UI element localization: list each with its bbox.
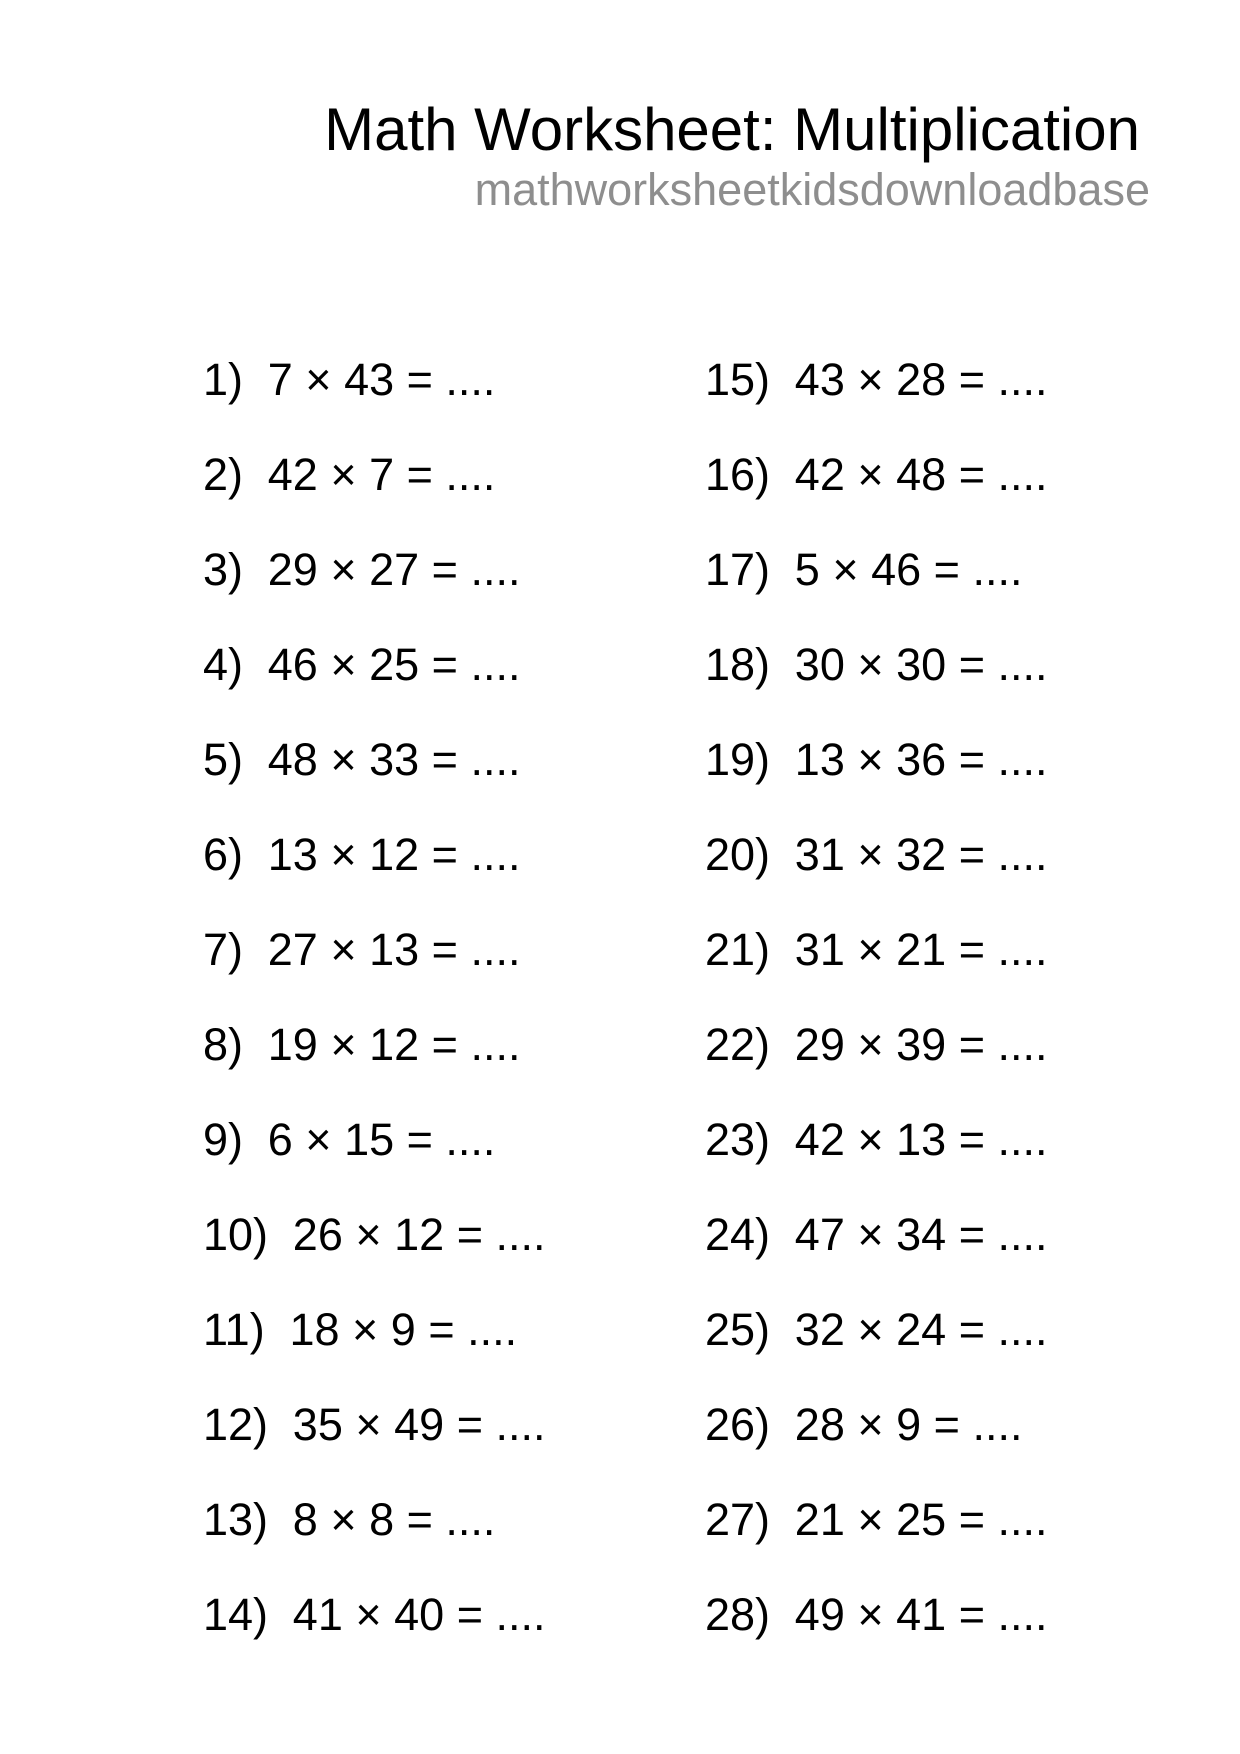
- problem-expression: 13 × 12 = ....: [267, 829, 521, 880]
- problem-number: 1): [203, 354, 244, 405]
- problem-number: 5): [203, 734, 244, 785]
- problem-row: [705, 522, 1047, 617]
- problem-expression: 49 × 41 = ....: [794, 1589, 1048, 1640]
- problem-row: [203, 1187, 545, 1282]
- problem-expression: 48 × 33 = ....: [267, 734, 521, 785]
- problem-expression: 18 × 9 = ....: [289, 1304, 518, 1355]
- problem-row: [203, 902, 545, 997]
- problem-row: [203, 1472, 545, 1567]
- problem-number: 19): [705, 734, 771, 785]
- problem-number: 20): [705, 829, 771, 880]
- problem-expression: 32 × 24 = ....: [794, 1304, 1048, 1355]
- problem-number: 14): [203, 1589, 269, 1640]
- problem-number: 10): [203, 1209, 269, 1260]
- problem-row: [705, 1377, 1047, 1472]
- problem-number: 6): [203, 829, 244, 880]
- problem-expression: 29 × 39 = ....: [794, 1019, 1048, 1070]
- problem-row: [203, 617, 545, 712]
- problem-expression: 28 × 9 = ....: [794, 1399, 1023, 1450]
- problem-row: [705, 1282, 1047, 1377]
- problem-expression: 5 × 46 = ....: [794, 544, 1023, 595]
- problem-expression: 7 × 43 = ....: [267, 354, 496, 405]
- problem-row: [705, 1472, 1047, 1567]
- problem-expression: 8 × 8 = ....: [292, 1494, 496, 1545]
- site-watermark: mathworksheetkidsdownloadbase: [474, 164, 1150, 215]
- problem-number: 24): [705, 1209, 771, 1260]
- problem-expression: 19 × 12 = ....: [267, 1019, 521, 1070]
- problem-number: 17): [705, 544, 771, 595]
- problem-number: 27): [705, 1494, 771, 1545]
- problem-expression: 13 × 36 = ....: [794, 734, 1048, 785]
- problem-number: 23): [705, 1114, 771, 1165]
- problem-row: [705, 902, 1047, 997]
- problem-row: [705, 617, 1047, 712]
- problem-row: [203, 1282, 545, 1377]
- problem-expression: 43 × 28 = ....: [794, 354, 1048, 405]
- problem-row: [203, 807, 545, 902]
- problem-row: [203, 712, 545, 807]
- page-title: Math Worksheet: Multiplication: [324, 96, 1140, 163]
- problem-number: 8): [203, 1019, 244, 1070]
- problem-expression: 31 × 32 = ....: [794, 829, 1048, 880]
- problem-number: 4): [203, 639, 244, 690]
- problem-number: 22): [705, 1019, 771, 1070]
- problem-number: 13): [203, 1494, 269, 1545]
- problem-expression: 42 × 7 = ....: [267, 449, 496, 500]
- problem-row: [203, 1567, 545, 1662]
- problem-row: [705, 1092, 1047, 1187]
- problem-number: 2): [203, 449, 244, 500]
- problems-column-left: [203, 332, 545, 1662]
- problem-expression: 42 × 13 = ....: [794, 1114, 1048, 1165]
- problem-expression: 35 × 49 = ....: [292, 1399, 546, 1450]
- problem-number: 25): [705, 1304, 771, 1355]
- problem-row: [705, 807, 1047, 902]
- problem-row: [705, 712, 1047, 807]
- problem-expression: 6 × 15 = ....: [267, 1114, 496, 1165]
- problem-number: 12): [203, 1399, 269, 1450]
- problem-number: 26): [705, 1399, 771, 1450]
- problem-row: [705, 332, 1047, 427]
- problem-number: 7): [203, 924, 244, 975]
- problem-row: [705, 997, 1047, 1092]
- problem-row: [705, 1567, 1047, 1662]
- problem-expression: 29 × 27 = ....: [267, 544, 521, 595]
- problem-number: 15): [705, 354, 771, 405]
- problem-row: [203, 332, 545, 427]
- problem-row: [203, 1092, 545, 1187]
- problem-expression: 30 × 30 = ....: [794, 639, 1048, 690]
- problem-expression: 31 × 21 = ....: [794, 924, 1048, 975]
- problem-expression: 42 × 48 = ....: [794, 449, 1048, 500]
- problem-expression: 46 × 25 = ....: [267, 639, 521, 690]
- problem-number: 11): [203, 1304, 265, 1355]
- problem-expression: 21 × 25 = ....: [794, 1494, 1048, 1545]
- problems-column-right: [705, 332, 1047, 1662]
- problem-number: 18): [705, 639, 771, 690]
- problem-row: [203, 997, 545, 1092]
- problem-row: [203, 427, 545, 522]
- problem-row: [705, 427, 1047, 522]
- problem-expression: 41 × 40 = ....: [292, 1589, 546, 1640]
- problem-row: [203, 1377, 545, 1472]
- problem-number: 9): [203, 1114, 244, 1165]
- problem-number: 28): [705, 1589, 771, 1640]
- problem-expression: 27 × 13 = ....: [267, 924, 521, 975]
- problem-number: 16): [705, 449, 771, 500]
- problem-expression: 26 × 12 = ....: [292, 1209, 546, 1260]
- problem-expression: 47 × 34 = ....: [794, 1209, 1048, 1260]
- problem-number: 3): [203, 544, 244, 595]
- problem-row: [705, 1187, 1047, 1282]
- problem-number: 21): [705, 924, 771, 975]
- problem-row: [203, 522, 545, 617]
